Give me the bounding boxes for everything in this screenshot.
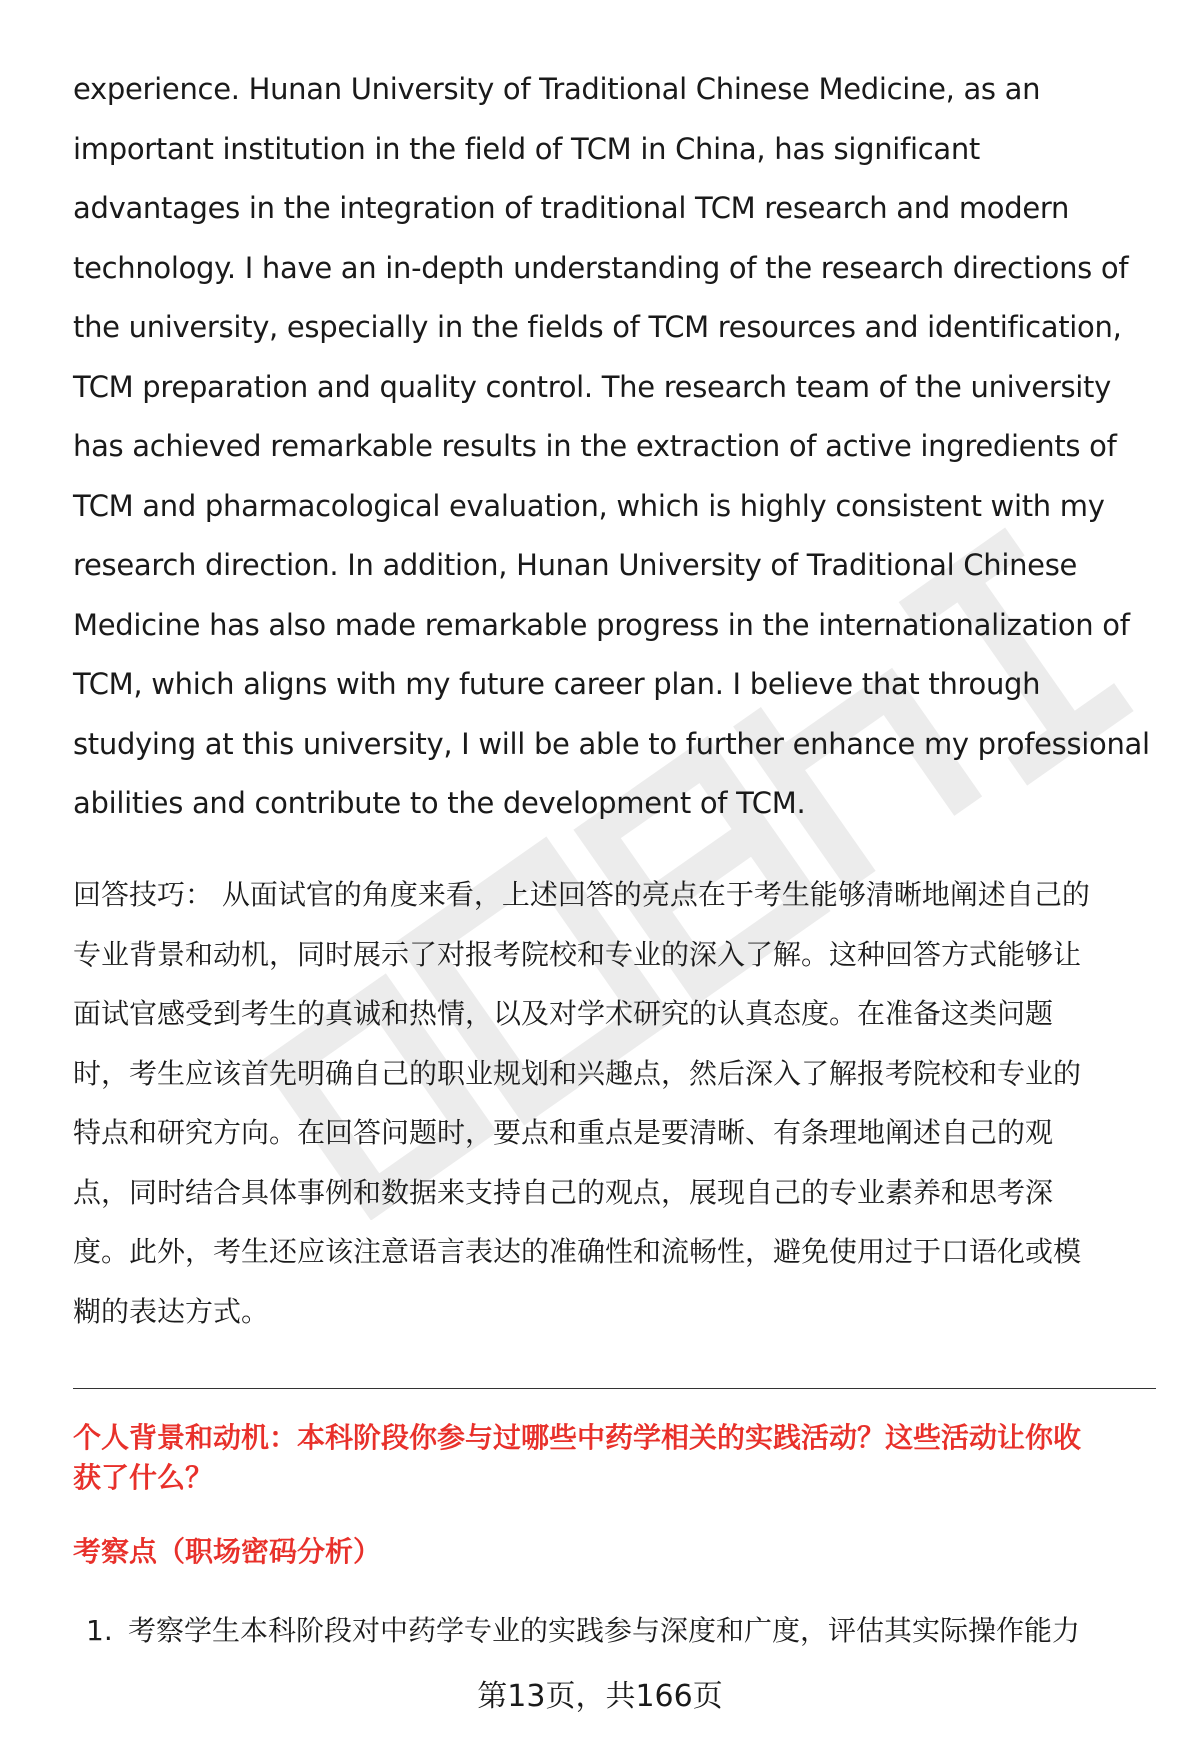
text-line: 专业背景和动机，同时展示了对报考院校和专业的深入了解。这种回答方式能够让 [73,937,1082,971]
text-line: research direction. In addition, Hunan University of Traditional Chinese [73,548,1078,582]
page-number-footer: 第13页，共166页 [477,1679,723,1714]
text-line: TCM and pharmacological evaluation, which is highly consistent with my [73,488,1105,523]
text-line: the university, especially in the fields of TCM resources and identification, [73,310,1122,344]
list-item [86,1611,1166,1651]
text-line: TCM, which aligns with my future career plan. I believe that through [73,667,1041,701]
english-answer-paragraph [73,60,1163,834]
list-item-number: 1. [86,1614,113,1647]
text-line: Medicine has also made remarkable progress in the internationalization of [73,607,1130,642]
text-line: abilities and contribute to the development of TCM. [73,786,806,820]
text-line: technology. I have an in-depth understanding of the research directions of [73,250,1129,285]
section-divider [73,1388,1156,1389]
text-line: 回答技巧： 从面试官的角度来看，上述回答的亮点在于考生能够清晰地阐述自己的 [73,878,1090,911]
list-item-text: 考察学生本科阶段对中药学专业的实践参与深度和广度，评估其实际操作能力 [128,1614,1081,1647]
text-line: advantages in the integration of traditional TCM research and modern [73,191,1070,225]
question-heading [73,1418,1163,1498]
text-line: 糊的表达方式。 [73,1294,270,1328]
heading-line: 个人背景和动机：本科阶段你参与过哪些中药学相关的实践活动？这些活动让你收 [73,1421,1082,1454]
assessment-points-heading: 考察点（职场密码分析） [73,1535,382,1568]
text-line: 点，同时结合具体事例和数据来支持自己的观点，展现自己的专业素养和思考深 [73,1175,1054,1209]
text-line: 时，考生应该首先明确自己的职业规划和兴趣点，然后深入了解报考院校和专业的 [73,1056,1082,1090]
text-line: 面试官感受到考生的真诚和热情，以及对学术研究的认真态度。在准备这类问题 [73,997,1054,1030]
answer-tips-paragraph [73,865,1163,1341]
text-line: studying at this university, I will be able to further enhance my professional [73,726,1150,761]
text-line: 度。此外，考生还应该注意语言表达的准确性和流畅性，避免使用过于口语化或模 [73,1235,1082,1268]
text-line: important institution in the field of TCM in China, has significant [73,131,980,166]
text-line: experience. Hunan University of Traditional Chinese Medicine, as an [73,72,1041,106]
heading-line: 获了什么？ [73,1461,214,1494]
text-line: TCM preparation and quality control. The research team of the university [73,369,1111,404]
text-line: has achieved remarkable results in the extraction of active ingredients of [73,429,1117,463]
text-line: 特点和研究方向。在回答问题时，要点和重点是要清晰、有条理地阐述自己的观 [73,1116,1054,1149]
